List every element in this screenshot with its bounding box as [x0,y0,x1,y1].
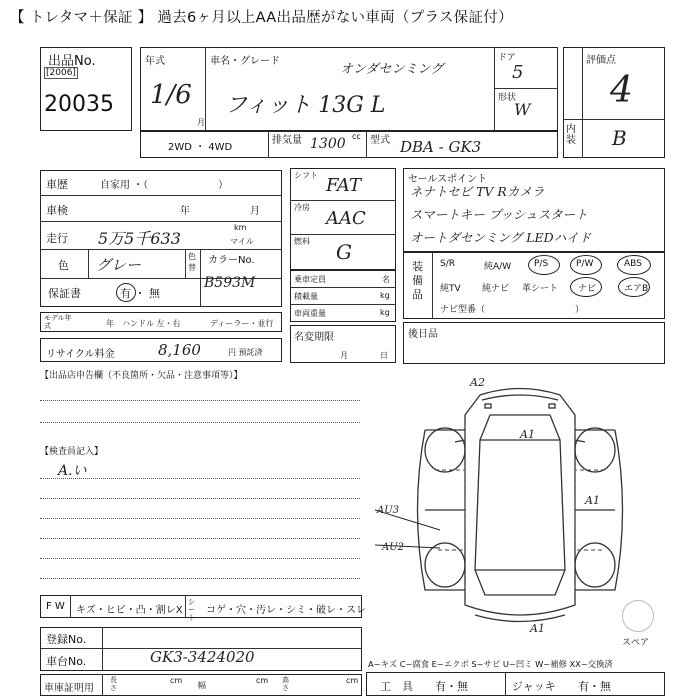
later-parts-box [403,322,665,364]
tools-value: 有・無 [435,680,468,693]
selling-point-1: ネナトセビ TV Rカメラ [410,184,545,199]
model-year-dealer: ディーラー・並行 [210,319,274,328]
fw-items: キズ・ヒビ・凸・割レX [76,605,183,616]
seller-notes-label: 【出品店申告欄（不良箇所・欠品・注意事項等）】 [40,371,243,381]
lot-number: 20035 [44,92,114,117]
shape-label: 形状 [498,93,517,103]
warranty-circle [116,283,136,302]
history-label: 車歴 [46,178,68,191]
equip-aw: 純A/W [484,262,512,272]
shift-label: シフト [294,171,318,180]
diagram-mark-1: A2 [470,376,485,389]
equip-pw-circle [570,255,602,275]
capacity-unit: 名 [382,275,390,284]
mileage-unit-km: km [234,223,247,232]
selling-point-2: スマートキー プッシュスタート [410,207,588,222]
model-code-value: DBA - GK3 [400,138,482,156]
inspector-label: 【検査員記入】 [40,447,104,457]
capacity-label: 乗車定員 [294,275,326,284]
color-value: グレー [96,256,142,274]
selling-point-3: オートダセンミング LEDハイド [410,230,592,245]
model-year-year: 年 [106,319,114,328]
equip-airbag-circle [618,277,650,297]
fw-seat-items: コゲ・穴・汚レ・シミ・破レ・スレ [206,605,366,616]
equip-pw: P/W [576,259,594,269]
load-unit: kg [380,291,390,300]
mileage-value: 5万5千633 [98,229,181,248]
shape-value: W [514,100,531,119]
equipment-label: 装備品 [412,260,423,301]
color-swap-label: 色替 [188,252,196,272]
damage-legend: A~キズ C~腐食 E~エクボ S~サビ U~凹ミ W~補修 XX~交換済 [368,659,613,669]
recycle-label: リサイクル料金 [46,349,115,360]
spare-tire-icon [622,600,654,632]
model-name: フィット 13G L [225,93,386,118]
certificate-length-unit: cm [170,676,183,685]
warranty-value: 有 ・ 無 [120,287,160,300]
ac-value: AAC [326,208,366,229]
equip-ps: P/S [534,259,549,269]
jack-label: ジャッキ [512,680,556,693]
equip-leather: 革シート [522,284,559,294]
weight-label: 車両重量 [294,309,326,318]
change-date-month: 月 [340,351,348,360]
year-value: 1/6 [150,80,192,110]
certificate-width-unit: cm [256,676,269,685]
registration-label: 登録No. [46,633,87,646]
displacement-label: 排気量 [272,135,302,146]
chassis-label: 車台No. [46,655,87,668]
equip-abs-circle [617,255,651,275]
selling-points-label: セールスポイント [408,174,488,185]
recycle-unit: 円 預託済 [228,348,263,357]
inspection-year: 年 [180,206,190,217]
equip-sr: S/R [440,259,455,269]
year-month-mark: 月 [197,118,205,127]
certificate-width: 幅 [198,681,206,690]
equip-tv: 純TV [440,284,461,294]
doors-label: ドア [498,53,516,63]
weight-unit: kg [380,308,390,317]
inspection-month: 月 [250,206,260,217]
displacement-unit: cc [352,132,361,141]
diagram-mark-6: A1 [530,622,545,635]
diagram-mark-4: AU2 [382,542,405,553]
model-year-label: モデル年式 [44,314,72,330]
year-label: 年式 [145,56,165,67]
fw-label: F W [46,601,65,612]
warranty-label: 保証書 [48,287,81,300]
drive-label: 2WD ・ 4WD [168,142,233,153]
interior-value: B [612,126,627,150]
load-label: 積載量 [294,292,318,301]
equip-ps-circle [528,255,560,275]
certificate-height-unit: cm [346,676,359,685]
recycle-value: 8,160 [158,341,201,359]
jack-value: 有・無 [578,680,611,693]
certificate-label: 車庫証明用 [44,683,94,694]
equip-navi: 純ナビ [482,284,510,294]
ac-label: 冷房 [294,203,310,212]
shift-value: FAT [326,175,361,196]
mileage-unit-mile: マイル [230,237,254,246]
diagram-mark-5: A1 [585,494,600,507]
equip-abs: ABS [624,259,642,269]
color-code: B593M [204,275,256,291]
history-value: 自家用 ・（ ） [100,180,229,191]
lot-label: 出品No. [48,54,96,69]
model-year-handle: ハンドル 左・右 [122,319,181,328]
color-code-label: カラーNo. [208,255,255,266]
tools-label: 工 具 [380,680,413,693]
inspector-note: A.い [58,463,87,479]
diagram-mark-2: A1 [520,428,535,441]
equip-navi2: ナビ [578,284,597,294]
spare-label: スペア [622,638,650,648]
equip-navi2-circle [570,277,602,297]
color-label: 色 [58,259,69,272]
change-date-label: 名変期限 [294,332,334,343]
equip-airbag: エアB [624,284,649,294]
diagram-mark-3: AU3 [377,505,400,516]
model-code-label: 型式 [370,135,390,146]
chassis-value: GK3-3424020 [150,648,255,666]
score-label: 評価点 [586,55,616,66]
score-value: 4 [610,70,633,111]
doors-value: 5 [512,62,524,83]
page-title: 【 トレタマ＋保証 】 過去6ヶ月以上AA出品歴がない車両（プラス保証付） [10,10,513,26]
change-date-day: 日 [380,351,388,360]
mileage-label: 走行 [46,232,68,245]
fw-seat-label: シート [188,598,195,622]
model-option: オンダセンミング [340,62,444,77]
model-label: 車名・グレード [210,56,280,67]
inspection-label: 車検 [46,204,68,217]
lot-year-tag: [2006] [46,68,76,78]
interior-label: 内装 [566,124,576,146]
certificate-length: 長さ [110,676,117,692]
displacement-value: 1300 [310,136,346,152]
fuel-label: 燃料 [294,237,310,246]
fuel-value: G [336,240,352,264]
certificate-height: 高さ [282,676,289,692]
later-parts-label: 後日品 [408,329,438,340]
navi-model-label: ナビ型番（ ） [440,305,585,315]
